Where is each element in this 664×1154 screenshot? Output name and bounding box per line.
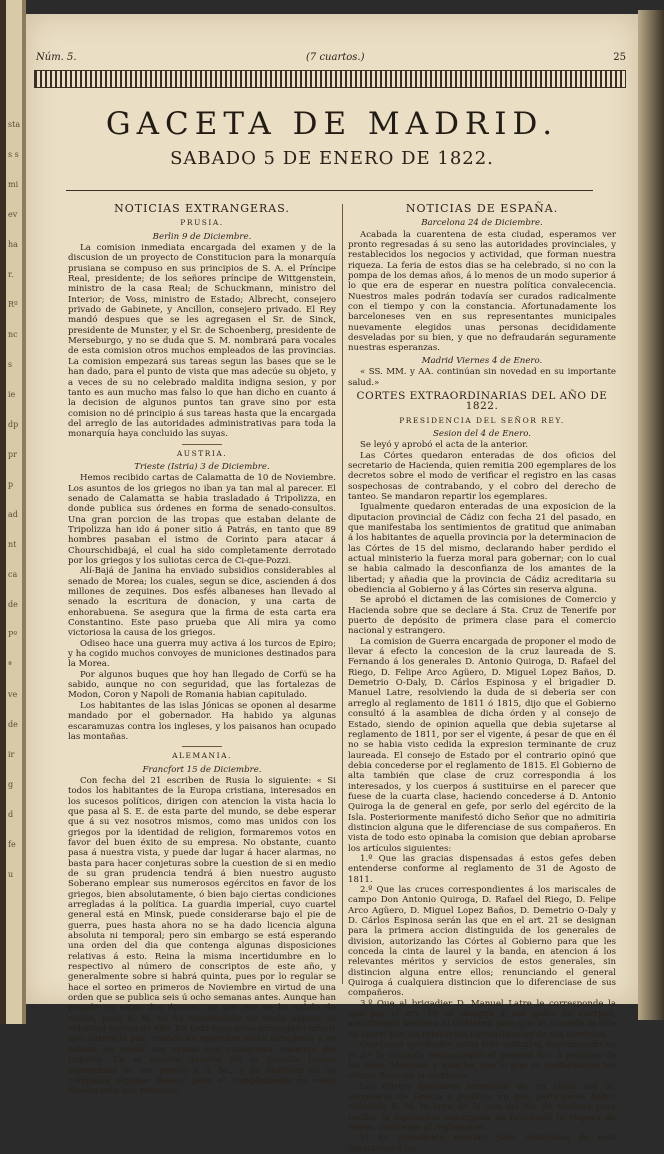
session-paragraph: La comision de Guerra encargada de proponer el modo de llevar á efecto la concesion de la cruz laureada de S. Fernando á los generales D. Antonio Quiroga, D. Rafael del Riego, D. Felipe Arco Agüero, D. Miguel Lopez Baños, D. Demetrio O-Daly, D. Cárlos Espinosa y el brigadier D. Manuel Latre, resolviendo la duda de si deberia ser con arreglo al reglamento de 1811 ó 1815, dijo que el Gobierno consultó á la asamblea de dicha órden y al consejo de Estado, siendo de opinion aquella que debia sujetarse al reglamento de 1811, por ser el vigente, á pesar de que en él no se habia visto cedida la expresion terminante de cruz laureada. El consejo de Estado por el contrario opinó que debia concederse por el reglamento de 1815. El Gobierno de alta también que clase de cruz correspondia á los interesados, y los cuerpos á sustituirse en el parecer que fuese de la cuarta clase, haciendo concederse á D. Antonio Quiroga la de general en gefe, por serlo del egército de la Isla. Posteriormente manifestó dicho Señor que no admitiria distincion alguna que le diferenciase de sus compañeros. En vista de todo esto opinaba la comision que debian aprobarse los artículos siguientes: <box>348 636 616 854</box>
article-paragraph: Con fecha del 21 escriben de Rusia lo siguiente: « Si todos los habitantes de la Europa cristiana, interesados en los sucesos políticos, dirigen con atencion la vista hacia lo que pasa al S. E. de esta parte del mundo, se debe esperar que á su vez nosotros mismos, como mas unidos con los griegos por la identidad de religion, formaremos votos en favor del buen éxito de su empresa. No obstante, cuanto pasa á nuestra vista, y puede dar lugar á hacer alarmas, no basta para hacer conjeturas sobre la cuestion de si en medio de su gran prudencia tendrá á bien nuestro augusto Soberano emplear sus numerosos egércitos en favor de los griegos, bien absolutamente, ó bien bajo ciertas condiciones arregladas á la política. La guardia imperial, cuyo cuartel general está en Minsk, puede considerarse bajo el pie de guerra, pues hasta ahora no se ha dado licencia alguna absoluta ni temporal; pero sin embargo se está esperando una orden del dia que contenga algunas disposiciones relativas á esto. Reina la misma incertidumbre en lo respectivo al número de conscriptos de este año, y generalmente sobre si habrá quinta, pues por lo regular se hace el sorteo en primeros de Noviembre en virtud de una orden que se publica seis ú ocho semanas antes. Aunque han pasado ya estas dos épocas, no por eso se ha salido de dudas, pues S. M. no ha manifestado de modo alguno su voluntad acerca de ello. En todo caso sería arriesgado inferir que durará la paz, cuando los egércitos están completos y en estado de medir sus armas con cualquiera enemigo del imperio. En el cuartel general de la guardia tienen esperanzas de ver pronto á S. M., y de disfrutar de su compañía algunos meses; pero el cumplimiento de estos deseos está aun remoto.» <box>68 775 336 1097</box>
country-heading: PRUSIA. <box>180 218 224 228</box>
adjacent-page-fragment: de <box>8 600 18 609</box>
session-heading: Sesion del 4 de Enero. <box>433 428 531 439</box>
top-line <box>36 52 626 66</box>
left-column <box>68 202 336 1097</box>
dateline: Trieste (Istria) 3 de Diciembre. <box>134 461 270 472</box>
article-paragraph: Hemos recibido cartas de Calamatta de 10 de Noviembre. Los asuntos de los griegos no iban ya tan mal al parecer. El senado de Calamatta se habia trasladado á Tripolizza, en donde publica sus órdenes en forma de senado-consultos. Una gran porcion de las tropas que estaban delante de Tripolizza han ido á poner sitio á Patrás, en tanto que 89 hombres pasaban el istmo de Corinto para atacar á Chourschidbajá, el cual ha sido completamente derrotado por los griegos y los suliotas cerca de Ci-que-Pozzi. <box>68 473 336 566</box>
article-paragraph: Por algunos buques que hoy han llegado de Corfú se ha sabido, aunque no con seguridad, que las fortalezas de Modon, Coron y Napoli de Romania habian capitulado. <box>68 669 336 701</box>
adjacent-page-fragment: u <box>8 870 14 879</box>
section-rule <box>182 444 222 445</box>
dateline: Francfort 15 de Diciembre. <box>142 764 262 775</box>
adjacent-page-fragment: s s <box>8 150 19 159</box>
adjacent-page-fragment: dp <box>8 420 19 429</box>
article-paragraph: Alí-Bajá de Janina ha enviado subsidios considerables al senado de Morea; los cuales, segun se dice, ascienden á dos millones de zequines. Dos esfés albaneses han llevado al senado la escritura de donacion, y una carta de enhorabuena. Se asegura que la firma de esta carta era Constantino. Este paso prueba que Alí mira ya como victoriosa la causa de los griegos. <box>68 566 336 639</box>
newspaper-page <box>26 14 638 1154</box>
session-paragraph: Las Córtes quedaron enteradas de un oficio del Sr. secretario de Gracia y Justicia, en que participaba haber señalado S. M. la hora de la una del dia de mañana para recibir la diputacion encargada de felicitarle la víspera de Reyes, conforme al reglamento. <box>348 1081 616 1133</box>
article-paragraph: Los habitantes de las islas Jónicas se oponen al desarme mandado por el gobernador. Ha habido ya algunas escaramuzas contra los ingleses, y los paisanos han ocupado las montañas. <box>68 700 336 742</box>
adjacent-page-fragment: ir <box>8 750 15 759</box>
price: (7 cuartos.) <box>306 52 365 63</box>
session-paragraph: 1.º Que las gracias dispensadas á estos gefes deben entenderse conforme al reglamento de 31 de Agosto de 1811. <box>348 853 616 885</box>
cortes-heading: CORTES EXTRAORDINARIAS DEL AÑO DE 1822. <box>356 389 608 413</box>
session-paragraph: El Sr. presidente nombró para individuos de esta diputacion á los <box>348 1133 616 1154</box>
adjacent-page-fragment: pr <box>8 450 17 459</box>
presidency-heading: PRESIDENCIA DEL SEÑOR REY. <box>399 415 565 425</box>
session-paragraphs <box>348 440 616 1154</box>
masthead-title: GACETA DE MADRID. <box>105 106 559 142</box>
spain-news-title: NOTICIAS DE ESPAÑA. <box>405 202 559 215</box>
session-paragraph: Se leyó y aprobó el acta de la anterior. <box>360 440 529 451</box>
page-number: 25 <box>613 52 626 63</box>
right-column <box>348 202 616 1154</box>
adjacent-page-fragment: ad <box>8 510 18 519</box>
dateline: Berlin 9 de Diciembre. <box>152 231 252 242</box>
decorative-border <box>34 70 626 88</box>
adjacent-page-fragment: Rº <box>8 300 18 309</box>
session-paragraph: Se aprobó el dictamen de las comisiones de Comercio y Hacienda sobre que se declare á Sta. Cruz de Tenerife por puerto de depósito de primera clase para el comercio nacional y estrangero. <box>348 595 616 637</box>
article-paragraph: « SS. MM. y AA. continúan sin novedad en su importante salud.» <box>348 367 616 388</box>
adjacent-page-fragment: mi <box>8 180 19 189</box>
country-heading: ALEMANIA. <box>172 751 232 761</box>
adjacent-page-fragment: p <box>8 480 14 489</box>
foreign-news-title: NOTICIAS EXTRANGERAS. <box>114 202 290 215</box>
adjacent-page-fragment: nt <box>8 540 17 549</box>
issue-date: SABADO 5 DE ENERO DE 1822. <box>170 148 494 169</box>
session-paragraph: Igualmente quedaron enteradas de una exposicion de la diputacion provincial de Cádiz con fecha 21 del pasado, en que manifestaba los sentimientos de gratitud que animaban á los habitantes de aquella provincia por la determinacion de las Córtes de 15 del mismo, declarando haber perdido el actual ministerio la fuerza moral para gobernar; con lo cual se habia calmado la desconfianza de los amantes de la libertad; y añadia que la provincia de Cádiz acreditaria su obediencia al Gobierno y á las Córtes sin reserva alguna. <box>348 502 616 596</box>
adjacent-page-fragment: ha <box>8 240 18 249</box>
issue-number: Núm. 5. <box>36 52 77 63</box>
adjacent-page-fragment: g <box>8 780 14 789</box>
adjacent-page-fragment: ie <box>8 390 16 399</box>
adjacent-page-fragment: ve <box>8 690 18 699</box>
column-divider <box>342 204 343 984</box>
article-paragraph: La comision inmediata encargada del examen y de la discusion de un proyecto de Constitucion para la monarquía prusiana se compuso en sus principios de S. A. el Príncipe Real, presidente; de los señores príncipe de Wittgenstein, ministro de la casa Real; de Schuckmann, ministro del Interior; de Voss, ministro de Estado; Albrecht, consejero privado de Gabinete, y Ancillon, consejero privado. El Rey mandó despues que se les agregasen el Sr. de Sinck, presidente de Munster, y el Sr. de Schoenberg, presidente de Merseburgo, y no se duda que S. M. nombrará para vocales de esta comision otros muchos empleados de las provincias. La comision empezará sus tareas segun las bases que se le han dado, para el punto de vista que mas adecúe su objeto, y a veces de su no celebrado maldita indigna sesion, y por tanto es aun mucho mas falso lo que han dicho en cuanto á la decision de algunos puntos tan grave sino por esta comision no dé principio á sus tareas hasta que la encargada del arreglo de las autoridades administrativas para toda la monarquía haya concluido las suyas. <box>68 243 336 440</box>
article-paragraph: Acabada la cuarentena de esta ciudad, esperamos ver pronto regresadas á su seno las autoridades provinciales, y restablecidos los negocios y actividad, que forman nuestra riqueza. La feria de estos dias se ha celebrado, si no con la pompa de los demas años, á lo menos de un modo superior á lo que era de esperar en nuestra política convalecencia. Nuestros males podrán todavía ser curados radicalmente con el tiempo y con la constancia. Afortunadamente los barceloneses ven en sus representantes municipales nuevamente elegidos unas personas decididamente desveladas por su bien, y que no defraudarán seguramente nuestras esperanzas. <box>348 229 616 354</box>
section-rule <box>182 746 222 747</box>
adjacent-page-fragment: s <box>8 360 13 369</box>
adjacent-page-fragment: d <box>8 810 14 819</box>
adjacent-page-fragment: fe <box>8 840 16 849</box>
adjacent-page-fragment: ev <box>8 210 18 219</box>
country-heading: AUSTRIA. <box>176 448 228 458</box>
adjacent-page-fragment: Pº <box>8 630 18 639</box>
header-rule <box>66 190 593 191</box>
article-paragraph: Odiseo hace una guerra muy activa á los turcos de Epiro; y ha cogido muchos convoyes de municiones destinados para la Morea. <box>68 638 336 670</box>
adjacent-page-fragment: de <box>8 720 18 729</box>
adjacent-page-fragment: ca <box>8 570 18 579</box>
adjacent-page-fragment: ª <box>8 660 12 669</box>
dateline: Madrid Viernes 4 de Enero. <box>421 355 543 366</box>
adjacent-page-fragment: r. <box>8 270 14 279</box>
session-paragraph: 2.º Que las cruces correspondientes á los mariscales de campo Don Antonio Quiroga, D. Rafael del Riego, D. Felipe Arco Agüero, D. Miguel Lopez Baños, D. Demetrio O-Daly y D. Cárlos Espinosa serán las que en el art. 21 se designan para la primera accion distinguida de los generales de division, autorizando las Córtes al Gobierno para que les conceda la cinta de laurel y la banda, en atencion á los relevantes méritos y servicios de estos generales, sin distincion alguna entre ellos; renunciando el general Quiroga á cualquiera distincion que lo diferenciase de sus compañeros. <box>348 885 616 999</box>
adjacent-page-fragment: nc <box>8 330 18 339</box>
session-paragraph: Las Córtes quedaron enteradas de dos oficios del secretario de Hacienda, quien remitia 200 egemplares de los decretos sobre el modo de verificar el registro en las casas sospechosas de contrabando, y el cobro del derecho de tanteo. Se mandaron repartir los egemplares. <box>348 450 616 502</box>
dateline: Barcelona 24 de Diciembre. <box>421 218 543 229</box>
adjacent-page-strip <box>0 0 26 1024</box>
adjacent-page-fragment: sta <box>8 120 21 129</box>
session-paragraph: 3.º Que al brigadier D. Manuel Latre le corresponde la que por el art. 19 se designa á sus gefes de cuerpos, autorizando tambien al Gobierno para que le conceda la orla de laurel por las relevantes circunstancias de sus servicios. <box>348 998 616 1040</box>
page-edge <box>638 10 664 1020</box>
session-paragraph: Quedaron aprobados estos tres artículos, suprimiendo en el 2.º la cláusula renunciando el general &c. á peticion de los Sres. Medrano y Sancho, con lo que se conformaron los demas Sres. de la comision. <box>348 1040 616 1082</box>
